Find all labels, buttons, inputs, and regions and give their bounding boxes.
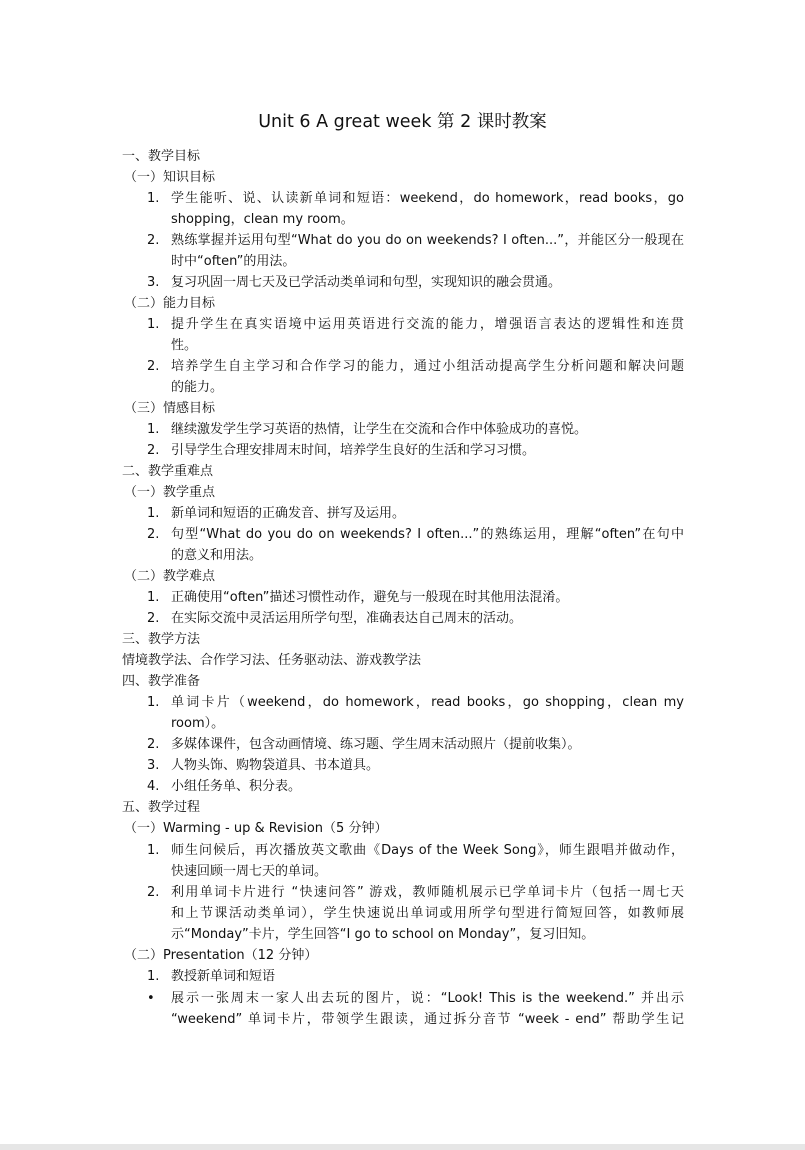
list-item-text: 时中“often”的用法。 bbox=[171, 254, 296, 269]
list-number: 1. bbox=[147, 969, 160, 984]
list-number: 2. bbox=[147, 737, 160, 752]
list-number: 2. bbox=[147, 611, 160, 626]
section-heading-methods: 三、教学方法 bbox=[122, 632, 201, 647]
section-heading-process: 五、教学过程 bbox=[122, 800, 201, 815]
list-item-text: 在实际交流中灵活运用所学句型，准确表达自己周末的活动。 bbox=[171, 611, 523, 626]
list-item-text: 熟练掌握并运用句型“What do you do on weekends? I often...”，并能区分一般现在 bbox=[171, 233, 684, 248]
page-title: Unit 6 A great week 第 2 课时教案 bbox=[258, 112, 547, 132]
list-item-text: 快速回顾一周七天的单词。 bbox=[171, 864, 328, 879]
list-item-text: 展示一张周末一家人出去玩的图片，说：“Look! This is the weekend.” 并出示 bbox=[171, 991, 684, 1006]
list-number: 1. bbox=[147, 843, 160, 858]
subheading-ability: （二）能力目标 bbox=[124, 296, 216, 311]
methods-text: 情境教学法、合作学习法、任务驱动法、游戏教学法 bbox=[122, 653, 422, 668]
list-item-text: 培养学生自主学习和合作学习的能力，通过小组活动提高学生分析问题和解决问题 bbox=[171, 359, 684, 374]
list-item-text: 小组任务单、积分表。 bbox=[171, 779, 302, 794]
list-number: 2. bbox=[147, 885, 160, 900]
list-number: 2. bbox=[147, 233, 160, 248]
subheading-difficult: （二）教学难点 bbox=[124, 569, 216, 584]
list-number: 1. bbox=[147, 422, 160, 437]
list-number: 1. bbox=[147, 317, 160, 332]
list-item-text: 利用单词卡片进行 “快速问答” 游戏，教师随机展示已学单词卡片（包括一周七天 bbox=[171, 885, 684, 900]
bullet-icon: • bbox=[147, 991, 155, 1006]
list-item-text: 教授新单词和短语 bbox=[171, 969, 276, 984]
list-item-text: 新单词和短语的正确发音、拼写及运用。 bbox=[171, 506, 406, 521]
list-item-text: shopping，clean my room。 bbox=[171, 212, 354, 227]
list-item-text: room）。 bbox=[171, 716, 225, 731]
list-item-text: 人物头饰、购物袋道具、书本道具。 bbox=[171, 758, 380, 773]
subheading-warming-up: （一）Warming - up & Revision（5 分钟） bbox=[124, 821, 388, 836]
subheading-knowledge: （一）知识目标 bbox=[124, 170, 216, 185]
list-item-text: 句型“What do you do on weekends? I often...”的熟练运用，理解“often”在句中 bbox=[171, 527, 684, 542]
list-number: 3. bbox=[147, 758, 160, 773]
list-number: 1. bbox=[147, 695, 160, 710]
list-number: 2. bbox=[147, 527, 160, 542]
list-item-text: 学生能听、说、认读新单词和短语：weekend，do homework，read books，go bbox=[171, 191, 684, 206]
page-bottom-edge bbox=[0, 1144, 805, 1150]
section-heading-key-points: 二、教学重难点 bbox=[122, 464, 214, 479]
list-item-text: 师生问候后，再次播放英文歌曲《Days of the Week Song》，师生跟唱并做动作， bbox=[171, 843, 684, 858]
list-item-text: 示“Monday”卡片，学生回答“I go to school on Monday”，复习旧知。 bbox=[171, 927, 595, 942]
list-number: 3. bbox=[147, 275, 160, 290]
list-item-text: 单词卡片（weekend，do homework，read books，go shopping，clean my bbox=[171, 695, 684, 710]
list-number: 1. bbox=[147, 590, 160, 605]
list-item-text: 复习巩固一周七天及已学活动类单词和句型，实现知识的融会贯通。 bbox=[171, 275, 562, 290]
subheading-presentation: （二）Presentation（12 分钟） bbox=[124, 948, 318, 963]
list-item-text: 的意义和用法。 bbox=[171, 548, 263, 563]
list-number: 2. bbox=[147, 443, 160, 458]
list-number: 1. bbox=[147, 191, 160, 206]
list-item-text: 提升学生在真实语境中运用英语进行交流的能力，增强语言表达的逻辑性和连贯 bbox=[171, 317, 684, 332]
section-heading-preparation: 四、教学准备 bbox=[122, 674, 201, 689]
list-item-text: 的能力。 bbox=[171, 380, 224, 395]
list-item-text: 引导学生合理安排周末时间，培养学生良好的生活和学习习惯。 bbox=[171, 443, 536, 458]
list-item-text: “weekend” 单词卡片，带领学生跟读，通过拆分音节 “week - end” 帮助学生记 bbox=[171, 1012, 684, 1027]
list-item-text: 多媒体课件，包含动画情境、练习题、学生周末活动照片（提前收集）。 bbox=[171, 737, 581, 752]
list-number: 2. bbox=[147, 359, 160, 374]
list-item-text: 和上节课活动类单词），学生快速说出单词或用所学句型进行简短回答，如教师展 bbox=[171, 906, 684, 921]
section-heading-objectives: 一、教学目标 bbox=[122, 149, 201, 164]
list-number: 1. bbox=[147, 506, 160, 521]
subheading-emotion: （三）情感目标 bbox=[124, 401, 216, 416]
list-number: 4. bbox=[147, 779, 160, 794]
list-item-text: 性。 bbox=[171, 338, 198, 353]
list-item-text: 继续激发学生学习英语的热情，让学生在交流和合作中体验成功的喜悦。 bbox=[171, 422, 588, 437]
list-item-text: 正确使用“often”描述习惯性动作，避免与一般现在时其他用法混淆。 bbox=[171, 590, 569, 605]
subheading-key: （一）教学重点 bbox=[124, 485, 216, 500]
